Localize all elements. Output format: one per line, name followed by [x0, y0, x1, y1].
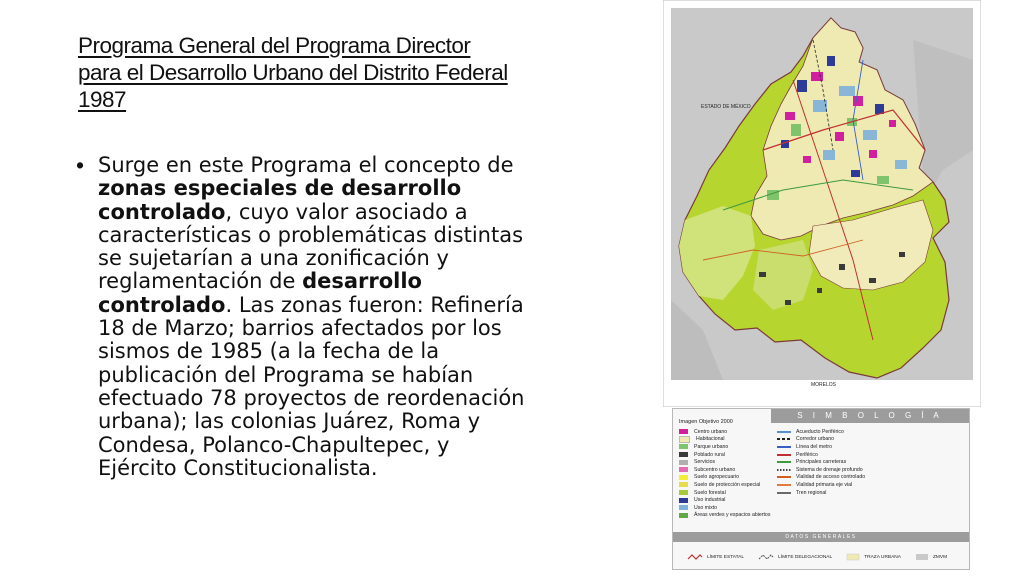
legend-item: Subcentro urbano	[679, 466, 770, 474]
legend-bottom-item: TRAZA URBANA	[846, 553, 901, 561]
urban-center	[835, 132, 844, 141]
legend-item: Acueducto Periférico	[777, 428, 865, 436]
rural-settlement	[869, 278, 876, 283]
industrial-zone	[851, 170, 860, 177]
legend-item: Centro urbano	[679, 428, 770, 436]
bullet-marker: •	[76, 152, 85, 178]
urban-center	[889, 120, 896, 127]
legend-item: Tren regional	[777, 489, 865, 497]
bullet-bold-term: zonas especiales de desarrollo controlado	[98, 176, 462, 224]
legend-item: Corredor urbano	[777, 436, 865, 444]
urban-park	[791, 124, 801, 136]
legend-lines-column	[777, 428, 865, 496]
legend-item: Principales carreteras	[777, 458, 865, 466]
mixed-use-zone	[895, 160, 907, 169]
mixed-use-zone	[839, 86, 855, 96]
map-label-morelos: MORELOS	[811, 382, 837, 388]
mixed-use-zone	[823, 150, 835, 160]
urban-park	[877, 176, 889, 184]
urban-center	[869, 150, 877, 158]
legend-item: Suelo forestal	[679, 489, 770, 497]
legend-item: Suelo de protección especial	[679, 481, 770, 489]
rural-settlement	[759, 272, 766, 277]
legend-areas-column	[679, 428, 770, 519]
legend-datos-header: DATOS GENERALES	[673, 532, 969, 542]
legend-item: Parque urbano	[679, 443, 770, 451]
legend-item: Uso mixto	[679, 504, 770, 512]
bullet-text	[98, 154, 528, 480]
rural-settlement	[899, 252, 905, 257]
legend-item: Línea del metro	[777, 443, 865, 451]
legend-item: Servicios	[679, 458, 770, 466]
legend-header: S I M B O L O G Í A	[771, 409, 969, 423]
mixed-use-zone	[863, 130, 877, 140]
legend-item: Sistema de drenaje profundo	[777, 466, 865, 474]
legend-bottom-item: LÍMITE DELEGACIONAL	[758, 553, 832, 561]
rural-settlement	[785, 300, 791, 305]
map-label-estado: ESTADO DE MÉXICO	[701, 104, 751, 110]
legend-item: Periférico	[777, 451, 865, 459]
urban-center	[853, 96, 863, 106]
legend-subtitle: Imagen Objetivo 2000	[679, 419, 733, 425]
slide-title: Programa General del Programa Director para el Desarrollo Urbano del Distrito Federal 1987	[78, 33, 508, 112]
urban-zoning-map	[663, 0, 981, 407]
bullet-bold-term: desarrollo controlado	[98, 269, 422, 317]
map-legend	[672, 408, 970, 570]
industrial-zone	[797, 80, 807, 92]
legend-item: Suelo agropecuario	[679, 474, 770, 482]
legend-item: Vialidad primaria eje vial	[777, 481, 865, 489]
rural-settlement	[817, 288, 822, 293]
industrial-zone	[827, 56, 835, 66]
bullet-text-part: . Las zonas fueron: Refinería 18 de Marzo; barrios afectados por los sismos de 1985 (a la fecha de la publicación del Programa se habían efectuado 78 proyectos de reordenación urbana); las colonias Juárez, Roma y Condesa, Polanco-Chapultepec, y Ejército Constitucionalista.	[98, 292, 525, 480]
legend-item: Áreas verdes y espacios abiertos	[679, 512, 770, 520]
legend-bottom-row	[673, 546, 969, 568]
legend-bottom-item: ZMVM	[915, 553, 947, 561]
legend-item: Poblado rural	[679, 451, 770, 459]
legend-item: Habitacional	[679, 436, 770, 444]
rural-settlement	[839, 264, 845, 270]
urban-center	[785, 112, 795, 120]
legend-item: Vialidad de acceso controlado	[777, 474, 865, 482]
legend-item: Uso industrial	[679, 496, 770, 504]
legend-bottom-item: LÍMITE ESTATAL	[687, 553, 744, 561]
bullet-text-part: , cuyo valor asociado a características o problemáticas distintas se sujetarían a una zonificación y reglamentación de	[98, 199, 524, 294]
urban-center	[803, 156, 811, 163]
bullet-text-part: Surge en este Programa el concepto de	[98, 153, 514, 177]
